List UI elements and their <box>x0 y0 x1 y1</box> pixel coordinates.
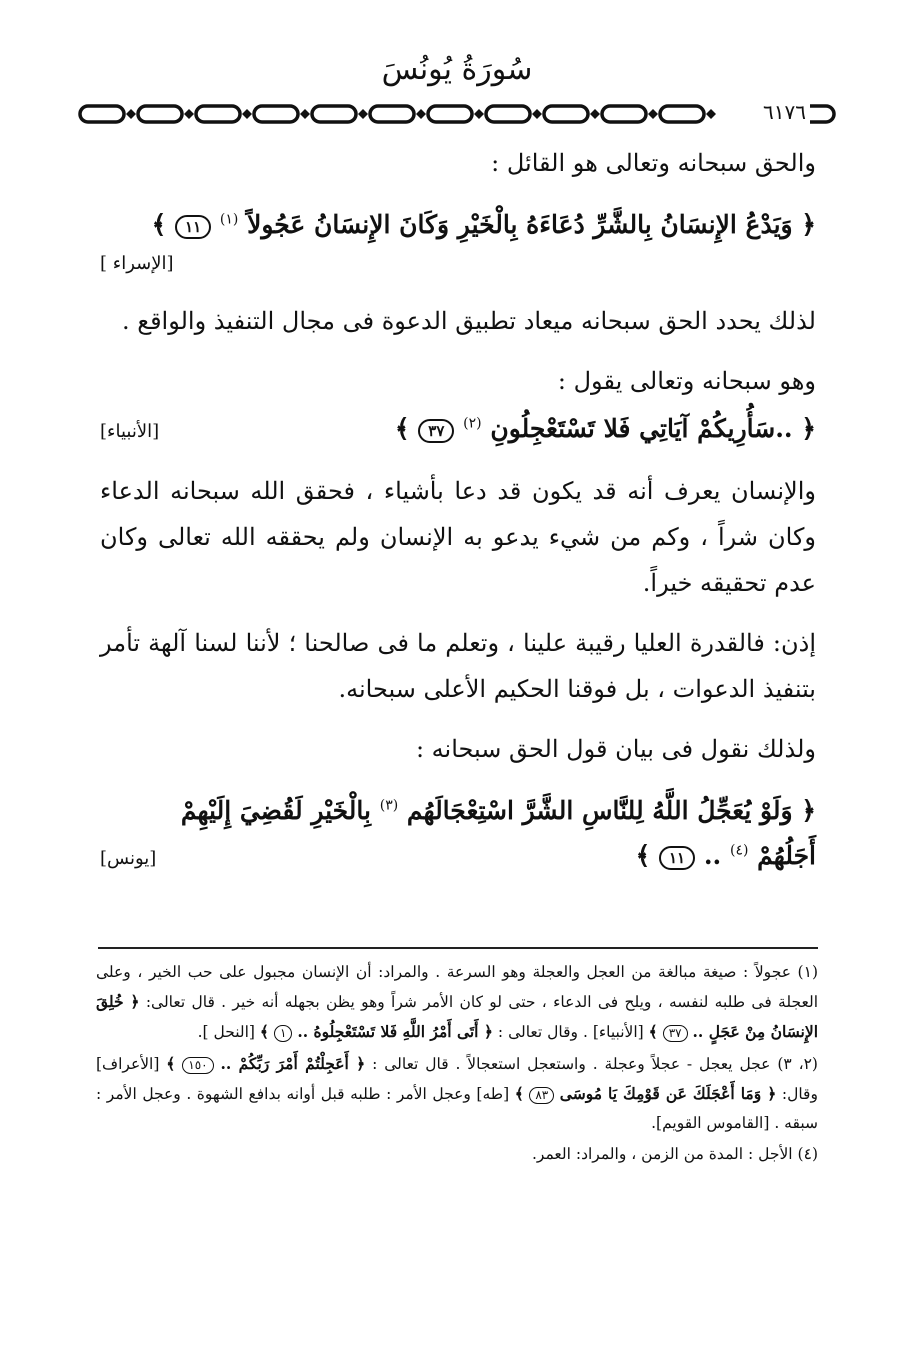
footnote-reference: [النحل ]. <box>197 1023 255 1041</box>
chain-diamond <box>126 109 136 119</box>
paragraph: والإنسان يعرف أنه قد يكون قد دعا بأشياء ، فحقق الله سبحانه الدعاء وكان شراً ، وكم من شيء يدعو به الإنسان ولم يحققه الله تعالى وكان عدم تحقيقه خيراً. <box>100 477 816 597</box>
verse-open-bracket: ﴿ <box>801 210 816 239</box>
ayah-number: ١ <box>274 1025 292 1042</box>
header-ornament-band <box>78 100 838 128</box>
chain-link <box>660 106 704 122</box>
footnote-reference: [الأنبياء] . وقال تعالى : <box>497 1023 644 1041</box>
ayah-number: ٣٧ <box>418 419 454 443</box>
chain-link <box>254 106 298 122</box>
chain-link <box>544 106 588 122</box>
surah-title: سُورَةُ يُونُسَ <box>381 52 533 87</box>
footnote-quote: ﴿ أَتَى أَمْرُ اللَّهِ فَلا تَسْتَعْجِلُوهُ .. <box>297 1022 493 1041</box>
footnote-text: الأجل : المدة من الزمن ، والمراد: العمر. <box>531 1145 793 1163</box>
verse-reference: [الأنبياء] <box>100 421 160 442</box>
paragraph: وهو سبحانه وتعالى يقول : <box>557 367 816 395</box>
chain-diamond <box>590 109 600 119</box>
chain-diamond <box>300 109 310 119</box>
ayah-number: ١٥٠ <box>182 1057 213 1074</box>
ayah-number: ١١ <box>659 846 695 870</box>
ayah-number: ٨٣ <box>529 1087 554 1104</box>
verse-close-bracket: ﴾ <box>635 841 651 870</box>
verse-dots: .. <box>703 841 722 870</box>
chain-diamond <box>706 109 716 119</box>
footnote-number: (٤) <box>797 1145 818 1163</box>
verse-reference: [يونس] <box>100 848 157 869</box>
page-number: ٦١٧٦ <box>759 98 810 126</box>
ayah-number: ٣٧ <box>663 1025 688 1042</box>
verse-content <box>395 404 816 454</box>
footnote-text: عجولاً : صيغة مبالغة من العجل والعجلة وهو السرعة . والمراد: أن الإنسان مجبول على حب الخير ، وعلى العجلة فى طلبه لنفسه ، ويلح فى الدعاء ، حتى لو كان الأمر شراً وهو يظن بجهله أنه خير . قال تعالى: <box>96 963 819 1011</box>
footnote-marker: (٢) <box>463 415 482 432</box>
footnote-4 <box>96 1140 818 1169</box>
footnote-text: عجل يعجل - عجلاً وعجلة . واستعجل استعجالاً . قال تعالى : <box>372 1055 771 1073</box>
footnote-marker: (١) <box>219 211 239 228</box>
footnote-1 <box>96 958 818 1047</box>
footnote-quote: ﴿ أَعَجِلْتُمْ أَمْرَ رَبِّكُمْ .. <box>220 1054 366 1073</box>
verse-close-bracket: ﴾ <box>648 1022 658 1041</box>
footnote-divider <box>98 947 818 949</box>
chain-link <box>370 106 414 122</box>
verse-close-bracket: ﴾ <box>259 1022 269 1041</box>
quran-verse-continued <box>100 836 816 876</box>
footnote-marker: (٤) <box>729 842 749 859</box>
verse-text: بِالْخَيْرِ لَقُضِيَ إِلَيْهِمْ <box>180 796 371 825</box>
footnote-reference: [طه] وعجل الأمر : طلبه قبل أوانه بدافع الشهوة . وعجل الأمر : سبقه . [القاموس القويم]. <box>96 1085 818 1132</box>
footnote-2-3 <box>96 1049 818 1138</box>
footnote-quote: ﴿ خُلِقَ الإِنسَانُ مِنْ عَجَلٍ .. <box>96 992 818 1041</box>
verse-content <box>636 836 816 876</box>
paragraph: والحق سبحانه وتعالى هو القائل : <box>491 149 816 177</box>
paragraph: ولذلك نقول فى بيان قول الحق سبحانه : <box>415 735 816 763</box>
verse-text: وَلَوْ يُعَجِّلُ اللَّهُ لِلنَّاسِ الشَّرَّ اسْتِعْجَالَهُم <box>406 796 793 825</box>
paragraph: لذلك يحدد الحق سبحانه ميعاد تطبيق الدعوة فى مجال التنفيذ والواقع . <box>122 307 816 335</box>
chain-link <box>486 106 530 122</box>
verse-close-bracket: ﴾ <box>166 1054 176 1073</box>
main-text <box>100 140 816 876</box>
verse-close-bracket: ﴾ <box>394 414 410 443</box>
verse-open-bracket: ﴿ <box>801 414 816 443</box>
verse-text: وَيَدْعُ الإِنسَانُ بِالشَّرِّ دُعَاءَهُ بِالْخَيْرِ وَكَانَ الإِنسَانُ عَجُولاً <box>247 210 793 239</box>
chain-link <box>312 106 356 122</box>
quran-verse <box>100 786 816 836</box>
chain-diamond <box>648 109 658 119</box>
chain-diamond <box>532 109 542 119</box>
ayah-number: ١١ <box>175 215 211 239</box>
footnote-number: (١) <box>797 963 818 981</box>
paragraph: إذن: فالقدرة العليا رقيبة علينا ، وتعلم ما فى صالحنا ؛ لأننا لسنا آلهة تأمر بتنفيذ الدعوات ، بل فوقنا الحكيم الأعلى سبحانه. <box>100 629 816 703</box>
verse-close-bracket: ﴾ <box>151 210 167 239</box>
footnote-number: (٢، ٣) <box>777 1055 818 1073</box>
verse-open-bracket: ﴿ <box>801 796 816 825</box>
chain-link <box>602 106 646 122</box>
chain-diamond <box>358 109 368 119</box>
verse-text: ..سَأُرِيكُمْ آيَاتِي فَلا تَسْتَعْجِلُونِ <box>490 414 793 443</box>
footnotes <box>96 958 818 1169</box>
chain-link <box>80 106 124 122</box>
chain-diamond <box>474 109 484 119</box>
chain-ornament-icon <box>78 100 838 128</box>
footnote-quote: ﴿ وَمَا أَعْجَلَكَ عَن قَوْمِكَ يَا مُوسَى <box>559 1084 777 1103</box>
chain-link <box>196 106 240 122</box>
chain-link <box>138 106 182 122</box>
quran-verse <box>100 200 816 250</box>
chain-diamond <box>416 109 426 119</box>
footnote-marker: (٣) <box>379 797 399 814</box>
quran-verse <box>100 404 816 454</box>
verse-close-bracket: ﴾ <box>514 1084 524 1103</box>
verse-text: أَجَلُهُمْ <box>757 841 816 870</box>
chain-diamond <box>242 109 252 119</box>
chain-diamond <box>184 109 194 119</box>
chain-link <box>428 106 472 122</box>
footnote-reference: [الأعراف] وقال: <box>96 1055 818 1103</box>
verse-reference: [الإسراء ] <box>100 253 174 274</box>
